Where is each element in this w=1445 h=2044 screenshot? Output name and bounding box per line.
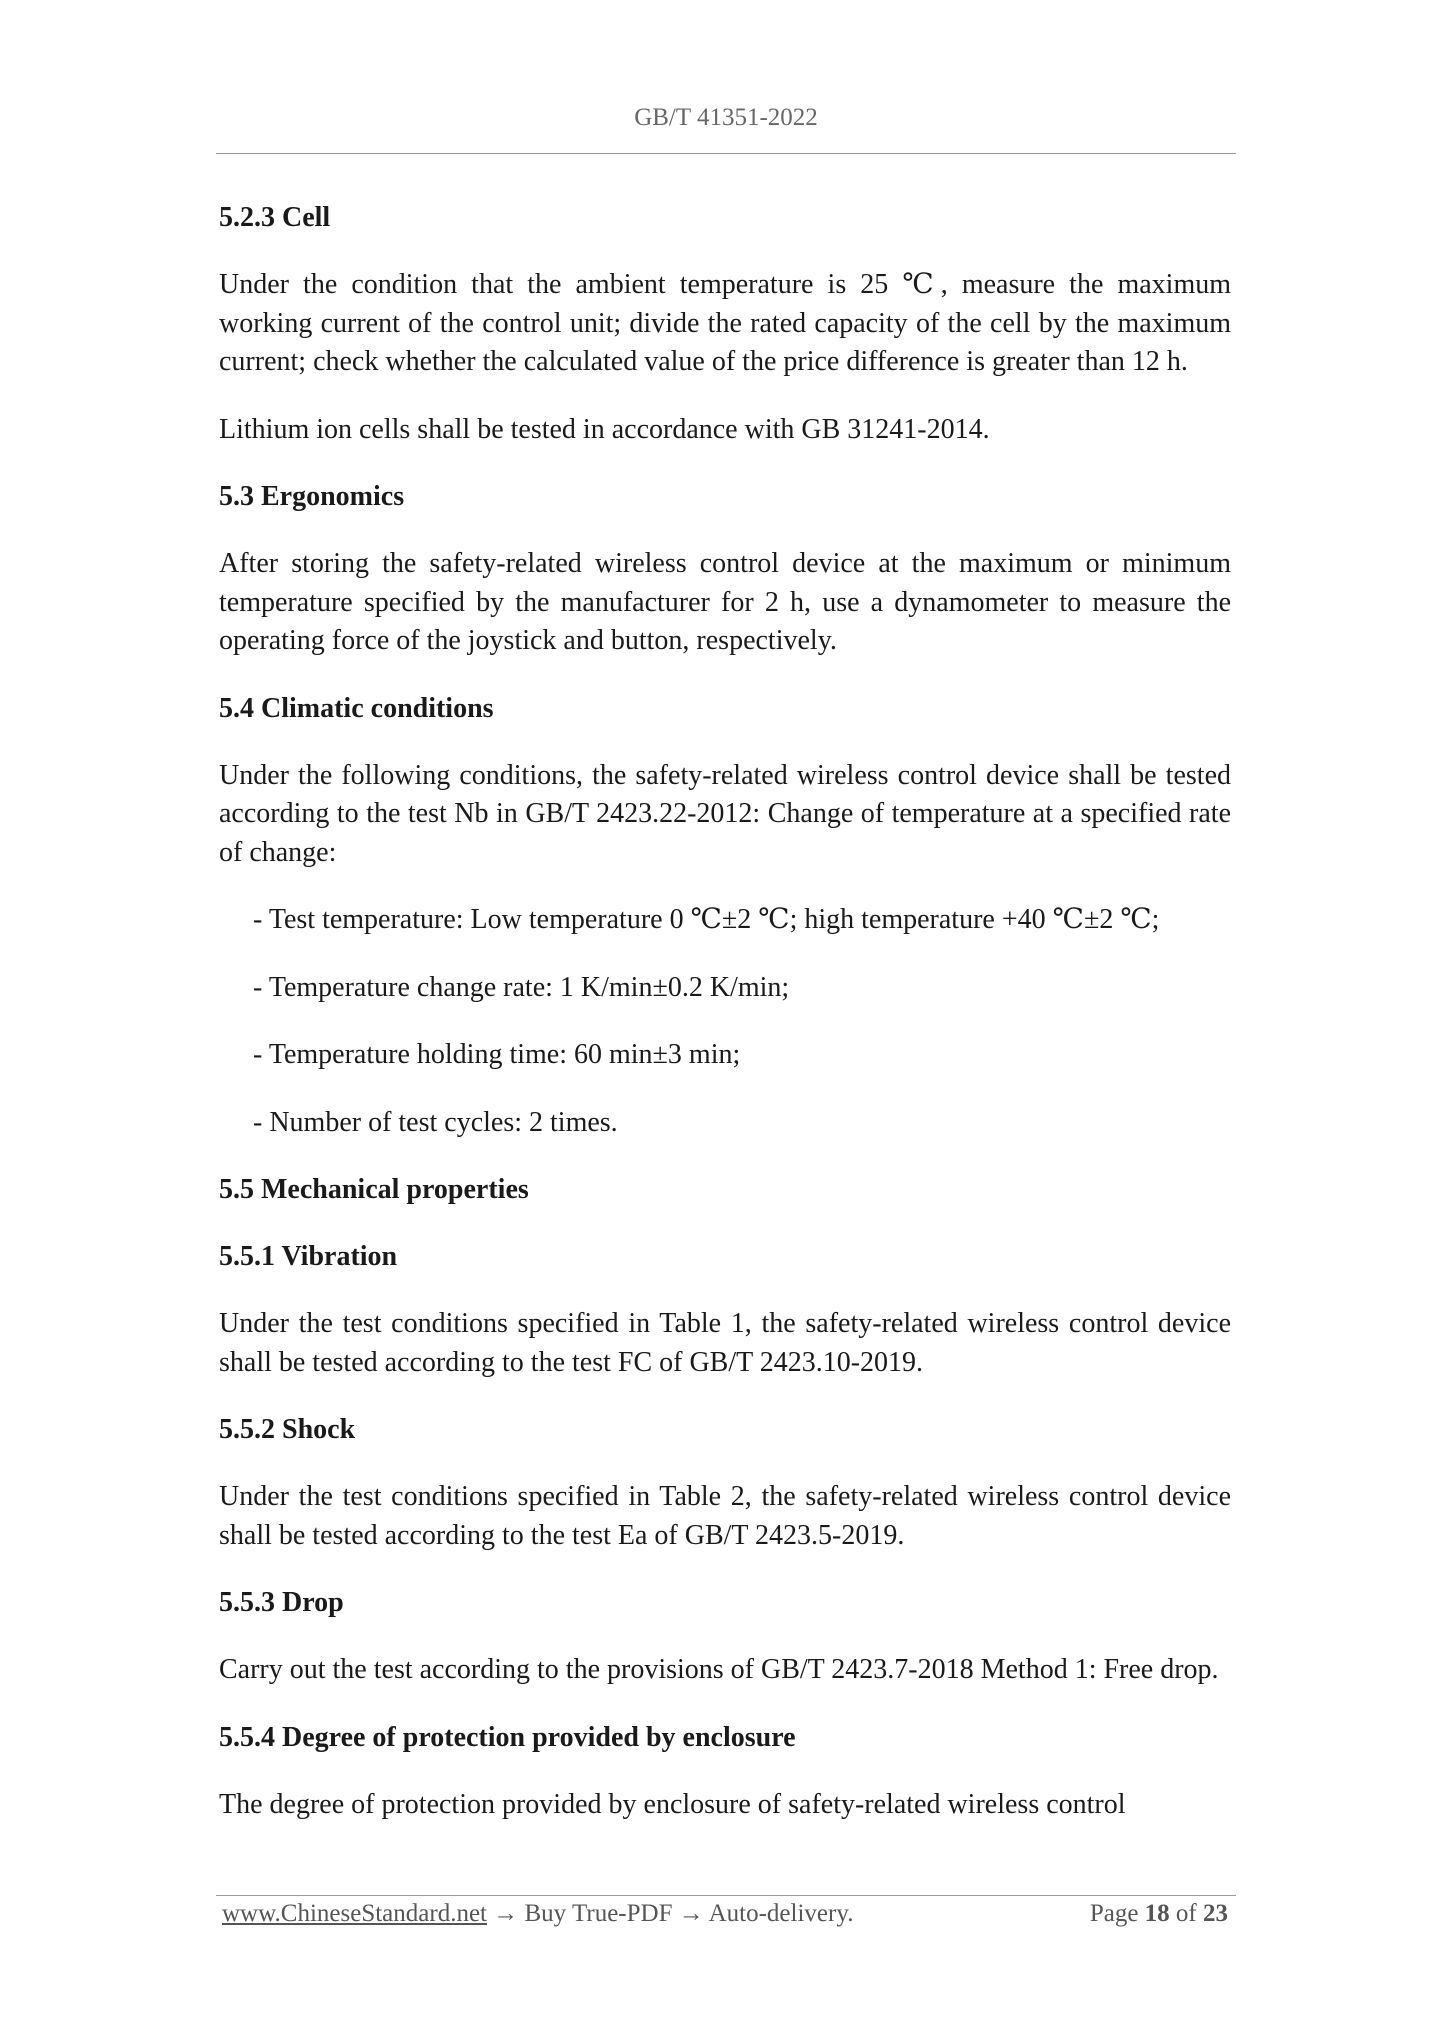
section-heading-5-5: 5.5 Mechanical properties — [219, 1174, 529, 1205]
document-body — [219, 199, 1231, 1853]
list-item: - Number of test cycles: 2 times. — [253, 1106, 618, 1138]
paragraph: Under the following conditions, the safety-related wireless control device shall be tested according to the test Nb in GB/T 2423.22-2012: Change of temperature at a specified rate of change: — [219, 759, 1231, 868]
paragraph: Under the test conditions specified in Table 2, the safety-related wireless control device shall be tested according to the test Ea of GB/T 2423.5-2019. — [219, 1481, 1231, 1551]
page-number — [1090, 1900, 1228, 1928]
page-total: 23 — [1203, 1900, 1228, 1927]
paragraph: Under the test conditions specified in Table 1, the safety-related wireless control device shall be tested according to the test FC of GB/T 2423.10-2019. — [219, 1308, 1231, 1378]
paragraph: The degree of protection provided by enclosure of safety-related wireless control — [219, 1788, 1126, 1820]
section-heading-5-3: 5.3 Ergonomics — [219, 481, 405, 512]
page-footer — [222, 1900, 1232, 1934]
arrow-right-icon: → — [493, 1900, 519, 1927]
paragraph: Under the condition that the ambient temperature is 25 ℃, measure the maximum working current of the control unit; divide the rated capacity of the cell by the maximum current; check whether the calculated value of the price difference is greater than 12 h. — [219, 269, 1232, 377]
page-label: Page — [1089, 1900, 1139, 1927]
section-heading-5-5-2: 5.5.2 Shock — [219, 1414, 356, 1445]
doc-header: GB/T 41351-2022 — [634, 104, 818, 131]
list-item: - Temperature holding time: 60 min±3 min; — [253, 1039, 741, 1070]
list-item: - Test temperature: Low temperature 0 ℃±2 ℃; high temperature +40 ℃±2 ℃; — [253, 904, 1160, 935]
section-heading-5-5-4: 5.5.4 Degree of protection provided by enclosure — [219, 1721, 796, 1753]
section-heading-5-5-1: 5.5.1 Vibration — [219, 1241, 398, 1272]
page-current: 18 — [1144, 1900, 1170, 1927]
buy-pdf-text: Buy True-PDF — [524, 1900, 673, 1927]
arrow-right-icon: → — [678, 1900, 704, 1927]
header-divider — [216, 153, 1236, 154]
footer-divider — [216, 1895, 1236, 1896]
paragraph: After storing the safety-related wireless control device at the maximum or minimum temperature specified by the manufacturer for 2 h, use a dynamometer to measure the operating force of the joystick and button, respectively. — [219, 548, 1231, 656]
section-heading-5-5-3: 5.5.3 Drop — [219, 1587, 344, 1618]
paragraph: Lithium ion cells shall be tested in accordance with GB 31241-2014. — [219, 413, 990, 445]
section-heading-5-4: 5.4 Climatic conditions — [219, 692, 494, 724]
list-item: - Temperature change rate: 1 K/min±0.2 K/min; — [253, 971, 790, 1003]
paragraph: Carry out the test according to the provisions of GB/T 2423.7-2018 Method 1: Free drop. — [219, 1654, 1219, 1685]
auto-delivery-text: Auto-delivery. — [708, 1900, 854, 1927]
site-link[interactable]: www.ChineseStandard.net — [222, 1900, 487, 1927]
footer-promo — [222, 1900, 853, 1928]
section-heading-5-2-3: 5.2.3 Cell — [219, 202, 331, 233]
of-label: of — [1175, 1900, 1197, 1927]
